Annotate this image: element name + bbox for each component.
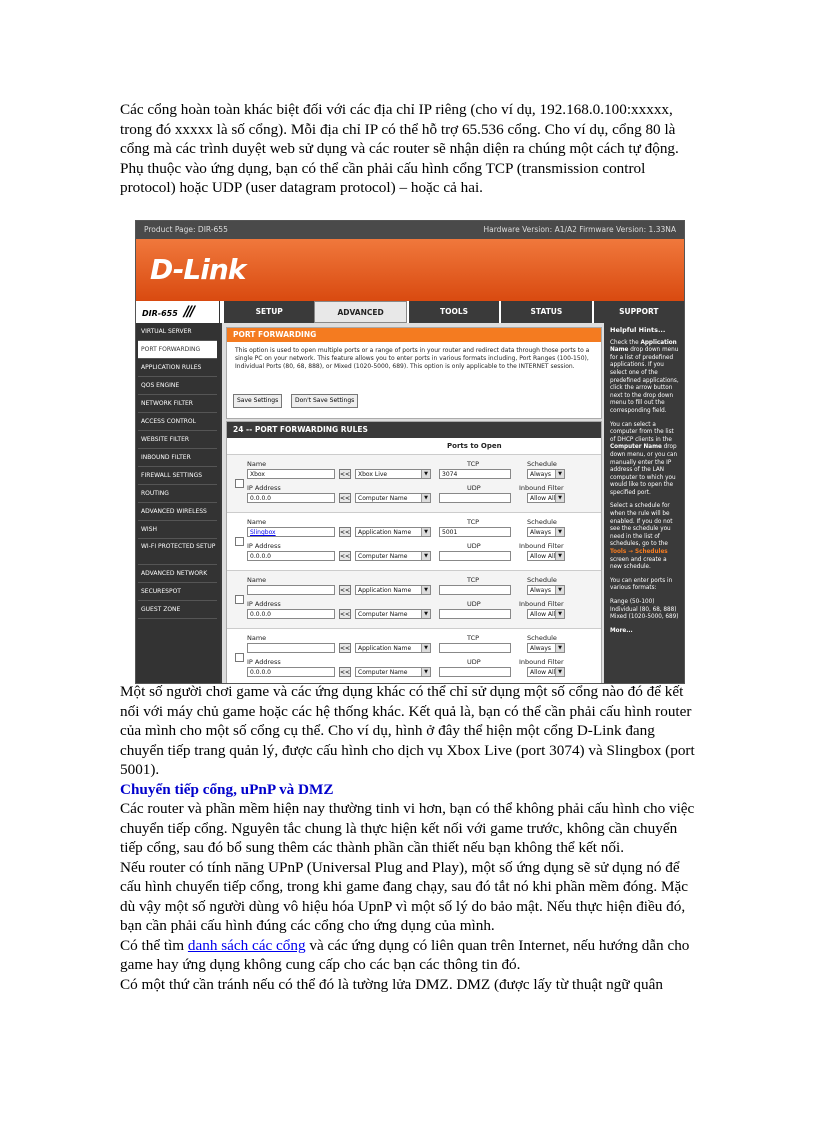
application-name-value: Xbox Live (358, 471, 388, 478)
sidebar-item-advanced-wireless[interactable]: ADVANCED WIRELESS (138, 503, 217, 521)
inbound-filter-label: Inbound Filter (519, 600, 564, 608)
inbound-filter-value: Allow All (530, 553, 556, 560)
dropdown-arrow-icon: ▼ (555, 644, 564, 652)
rule-row (227, 628, 601, 684)
router-tabs (222, 301, 684, 323)
fill-app-arrow-button[interactable]: << (340, 471, 351, 478)
sidebar-item-access-control[interactable]: ACCESS CONTROL (138, 413, 217, 431)
paragraph-upnp: Nếu router có tính năng UPnP (Universal Plug and Play), một số ứng dụng sẽ sử dụng nó để cấu hình chuyển tiếp cổng, trong khi game đang chạy, sau đó tắt nó khi phần mềm đóng. Mặc dù vậy một số người dùng vô hiệu hóa UpnP vì một số lý do bảo mật. Nếu thực hiện điều đó, bạn cần phải cấu hình đúng các cổng cho ứng dụng của mình. (120, 858, 688, 934)
tab-setup[interactable]: SETUP (222, 301, 314, 323)
fill-ip-arrow-button[interactable]: << (340, 611, 351, 618)
schedule-value: Always (530, 471, 552, 478)
udp-ports-input[interactable] (439, 551, 511, 561)
port-forwarding-rules-box (226, 421, 602, 684)
fill-app-arrow-button[interactable]: << (340, 645, 351, 652)
application-name-value: Application Name (358, 645, 412, 652)
sidebar-item-wish[interactable]: WISH (138, 521, 217, 539)
fill-ip-arrow-button[interactable]: << (340, 553, 351, 560)
tcp-label: TCP (467, 460, 480, 468)
inbound-filter-select[interactable] (527, 667, 565, 677)
dropdown-arrow-icon: ▼ (555, 668, 564, 676)
rule-enable-checkbox[interactable] (235, 595, 244, 604)
rules-title: 24 -- PORT FORWARDING RULES (227, 422, 601, 438)
rule-name-input[interactable]: Xbox (247, 469, 335, 479)
save-settings-button[interactable]: Save Settings (233, 394, 282, 408)
sidebar-item-port-forwarding[interactable]: PORT FORWARDING (138, 341, 217, 359)
fill-app-arrow-button[interactable]: << (340, 587, 351, 594)
sidebar-item-firewall-settings[interactable]: FIREWALL SETTINGS (138, 467, 217, 485)
router-topbar (136, 221, 684, 239)
fill-ip-arrow-button[interactable]: << (340, 669, 351, 676)
computer-name-value: Computer Name (358, 611, 408, 618)
section-heading: Chuyển tiếp cổng, uPnP và DMZ (120, 780, 334, 798)
hint-port-formats: You can enter ports in various formats: (610, 577, 673, 592)
computer-name-select[interactable] (355, 667, 431, 677)
port-forwarding-description: This option is used to open multiple ports or a range of ports in your router and redirect data through those ports to a single PC on your network. This feature allows you to enter ports in various formats including, Port Ranges (100-150), Individual Ports (80, 68, 888), or Mixed (1020-5000, 689). This option is only applicable to the INTERNET session. (235, 347, 590, 370)
sidebar-item-application-rules[interactable]: APPLICATION RULES (138, 359, 217, 377)
schedule-label: Schedule (527, 634, 557, 642)
udp-label: UDP (467, 658, 481, 666)
dropdown-arrow-icon: ▼ (555, 528, 564, 536)
schedule-value: Always (530, 529, 552, 536)
inbound-filter-label: Inbound Filter (519, 484, 564, 492)
slash-decoration-icon: /// (183, 304, 194, 320)
name-label: Name (247, 576, 267, 584)
application-name-select[interactable] (355, 585, 431, 595)
sidebar-item-wps[interactable]: WI-FI PROTECTED SETUP (138, 539, 217, 565)
application-name-select[interactable] (355, 469, 431, 479)
name-label: Name (247, 460, 267, 468)
dropdown-arrow-icon: ▼ (555, 586, 564, 594)
paragraph-dmz: Có một thứ cần tránh nếu có thể đó là tường lửa DMZ. DMZ (được lấy từ thuật ngữ quân (120, 975, 663, 993)
dlink-logo: D-Link (150, 253, 246, 286)
schedule-label: Schedule (527, 518, 557, 526)
sidebar-item-securespot[interactable]: SECURESPOT (138, 583, 217, 601)
hint-schedule: Select a schedule for when the rule will be enabled. If you do not see the schedule you need in the list of schedules, go to the Tools → Schedules screen and create a new schedule. (610, 503, 673, 571)
fill-app-arrow-button[interactable]: << (340, 529, 351, 536)
dropdown-arrow-icon: ▼ (555, 470, 564, 478)
dropdown-arrow-icon: ▼ (555, 610, 564, 618)
dropdown-arrow-icon: ▼ (555, 494, 564, 502)
schedule-label: Schedule (527, 576, 557, 584)
rule-enable-checkbox[interactable] (235, 479, 244, 488)
rule-row (227, 512, 601, 571)
computer-name-value: Computer Name (358, 669, 408, 676)
port-list-prefix: Có thể tìm (120, 936, 188, 954)
port-list-link[interactable]: danh sách các cổng (187, 936, 306, 954)
port-forwarding-box (226, 327, 602, 419)
router-navbar (136, 301, 684, 323)
rule-row (227, 570, 601, 629)
dropdown-arrow-icon: ▼ (421, 470, 430, 478)
version-label: Hardware Version: A1/A2 Firmware Version: 1.33NA (483, 225, 676, 234)
sidebar-item-qos-engine[interactable]: QOS ENGINE (138, 377, 217, 395)
dropdown-arrow-icon: ▼ (421, 668, 430, 676)
port-forwarding-title: PORT FORWARDING (227, 328, 601, 342)
rule-enable-checkbox[interactable] (235, 653, 244, 662)
inbound-filter-select[interactable] (527, 609, 565, 619)
dropdown-arrow-icon: ▼ (421, 644, 430, 652)
inbound-filter-select[interactable] (527, 493, 565, 503)
hints-title: Helpful Hints... (610, 326, 666, 334)
ip-address-label: IP Address (247, 542, 281, 550)
rule-name-input[interactable] (247, 527, 335, 537)
schedule-value: Always (530, 645, 552, 652)
inbound-filter-label: Inbound Filter (519, 542, 564, 550)
application-name-select[interactable] (355, 643, 431, 653)
udp-ports-input[interactable] (439, 609, 511, 619)
tcp-ports-input[interactable] (439, 643, 511, 653)
router-main (222, 323, 604, 683)
router-sidebar (136, 323, 220, 683)
inbound-filter-value: Allow All (530, 611, 556, 618)
body-text (120, 682, 700, 994)
rule-name-value: Slingbox (250, 529, 276, 536)
paragraph-gaming-ports: Một số người chơi game và các ứng dụng khác có thể chỉ sử dụng một số cổng nào đó để kết nối với máy chủ game hoặc các hệ thống khác. Kết quả là, bạn có thể cần phải cấu hình router của mình cho một số cổng cụ thể. Cho ví dụ, hình ở đây thể hiện một cổng D-Link đang chuyển tiếp trang quản lý, được cấu hình cho dịch vụ Xbox Live (port 3074) và Slingbox (port 5001). (120, 683, 695, 778)
helpful-hints-panel (606, 323, 684, 683)
tab-advanced[interactable]: ADVANCED (314, 301, 406, 323)
rule-row (227, 454, 601, 513)
router-banner (136, 239, 684, 301)
more-hints-link[interactable]: More... (610, 627, 633, 634)
udp-label: UDP (467, 542, 481, 550)
ip-address-input[interactable]: 0.0.0.0 (247, 667, 335, 677)
rule-name-input[interactable] (247, 585, 335, 595)
tcp-ports-input[interactable]: 3074 (439, 469, 511, 479)
computer-name-select[interactable] (355, 551, 431, 561)
dropdown-arrow-icon: ▼ (421, 610, 430, 618)
sidebar-item-routing[interactable]: ROUTING (138, 485, 217, 503)
dropdown-arrow-icon: ▼ (421, 494, 430, 502)
schedule-label: Schedule (527, 460, 557, 468)
inbound-filter-label: Inbound Filter (519, 658, 564, 666)
application-name-value: Application Name (358, 587, 412, 594)
paragraph-routers-software: Các router và phần mềm hiện nay thường tinh vi hơn, bạn có thể không phải cấu hình cho việc chuyển tiếp cổng. Nguyên tắc chung là thực hiện kết nối với game trước, không cần chuyển tiếp cổng, sau đó bổ sung thêm các thành phần cần thiết nếu bạn không thể kết nối. (120, 800, 695, 856)
sidebar-item-virtual-server[interactable]: VIRTUAL SERVER (138, 323, 217, 341)
udp-ports-input[interactable] (439, 493, 511, 503)
hint-port-examples: Range (50-100) Individual (80, 68, 888) Mixed (1020-5000, 689) (610, 599, 679, 621)
dont-save-settings-button[interactable]: Don't Save Settings (291, 394, 358, 408)
name-label: Name (247, 518, 267, 526)
tcp-label: TCP (467, 634, 480, 642)
tcp-ports-input[interactable]: 5001 (439, 527, 511, 537)
computer-name-select[interactable] (355, 609, 431, 619)
ip-address-input[interactable]: 0.0.0.0 (247, 609, 335, 619)
application-name-value: Application Name (358, 529, 412, 536)
dropdown-arrow-icon: ▼ (421, 528, 430, 536)
dropdown-arrow-icon: ▼ (421, 552, 430, 560)
dropdown-arrow-icon: ▼ (421, 586, 430, 594)
intro-text (120, 100, 700, 198)
sidebar-item-website-filter[interactable]: WEBSITE FILTER (138, 431, 217, 449)
product-page-label: Product Page: DIR-655 (144, 225, 228, 234)
paragraph-ports-ip: Các cổng hoàn toàn khác biệt đối với các địa chỉ IP riêng (cho ví dụ, 192.168.0.100:xxxxx, trong đó xxxxx là số cổng). Mỗi địa chỉ IP có thể hỗ trợ 65.536 cổng. Cho ví dụ, cổng 80 là cổng mà các trình duyệt web sử dụng và các router sẽ nhận diện ra chúng một cách tự động. (120, 101, 679, 157)
ip-address-input[interactable]: 0.0.0.0 (247, 551, 335, 561)
tcp-label: TCP (467, 576, 480, 584)
sidebar-item-inbound-filter[interactable]: INBOUND FILTER (138, 449, 217, 467)
tcp-ports-input[interactable] (439, 585, 511, 595)
schedule-value: Always (530, 587, 552, 594)
paragraph-port-list (120, 936, 700, 975)
ip-address-input[interactable]: 0.0.0.0 (247, 493, 335, 503)
udp-label: UDP (467, 484, 481, 492)
ip-address-label: IP Address (247, 600, 281, 608)
computer-name-value: Computer Name (358, 553, 408, 560)
rule-enable-checkbox[interactable] (235, 537, 244, 546)
schedule-select[interactable] (527, 527, 565, 537)
tab-status[interactable]: STATUS (499, 301, 591, 323)
inbound-filter-value: Allow All (530, 495, 556, 502)
schedule-select[interactable] (527, 585, 565, 595)
schedule-select[interactable] (527, 643, 565, 653)
port-list-suffix: và các ứng dụng có liên quan trên Internet, nếu hướng dẫn cho game hay ứng dụng không cung cấp cho các bạn các thông tin đó. (120, 936, 690, 973)
ports-to-open-label: Ports to Open (447, 442, 502, 450)
name-label: Name (247, 634, 267, 642)
sidebar-item-guest-zone[interactable]: GUEST ZONE (138, 601, 217, 619)
dropdown-arrow-icon: ▼ (555, 552, 564, 560)
schedule-select[interactable] (527, 469, 565, 479)
fill-ip-arrow-button[interactable]: << (340, 495, 351, 502)
sidebar-item-advanced-network[interactable]: ADVANCED NETWORK (138, 565, 217, 583)
computer-name-value: Computer Name (358, 495, 408, 502)
model-name: DIR-655 (142, 309, 178, 318)
ip-address-label: IP Address (247, 484, 281, 492)
tcp-label: TCP (467, 518, 480, 526)
rule-name-input[interactable] (247, 643, 335, 653)
dlink-router-screenshot (135, 220, 685, 684)
tab-support[interactable]: SUPPORT (592, 301, 684, 323)
tab-tools[interactable]: TOOLS (407, 301, 499, 323)
inbound-filter-value: Allow All (530, 669, 556, 676)
sidebar-item-network-filter[interactable]: NETWORK FILTER (138, 395, 217, 413)
hint-application-name: Check the Application Name drop down menu for a list of predefined applications. If you select one of the predefined applications, click the arrow button next to the drop down menu to fill out the corresponding field. (610, 339, 679, 414)
ip-address-label: IP Address (247, 658, 281, 666)
computer-name-select[interactable] (355, 493, 431, 503)
paragraph-tcp-udp: Phụ thuộc vào ứng dụng, bạn có thể cần phải cấu hình cổng TCP (transmission control protocol) hoặc UDP (user datagram protocol) – hoặc cả hai. (120, 159, 646, 196)
udp-ports-input[interactable] (439, 667, 511, 677)
model-label (136, 301, 220, 323)
application-name-select[interactable] (355, 527, 431, 537)
inbound-filter-select[interactable] (527, 551, 565, 561)
hint-computer-name: You can select a computer from the list of DHCP clients in the Computer Name drop down menu, or you can manually enter the IP address of the LAN computer to which you would like to open the specified port. (610, 421, 678, 496)
udp-label: UDP (467, 600, 481, 608)
